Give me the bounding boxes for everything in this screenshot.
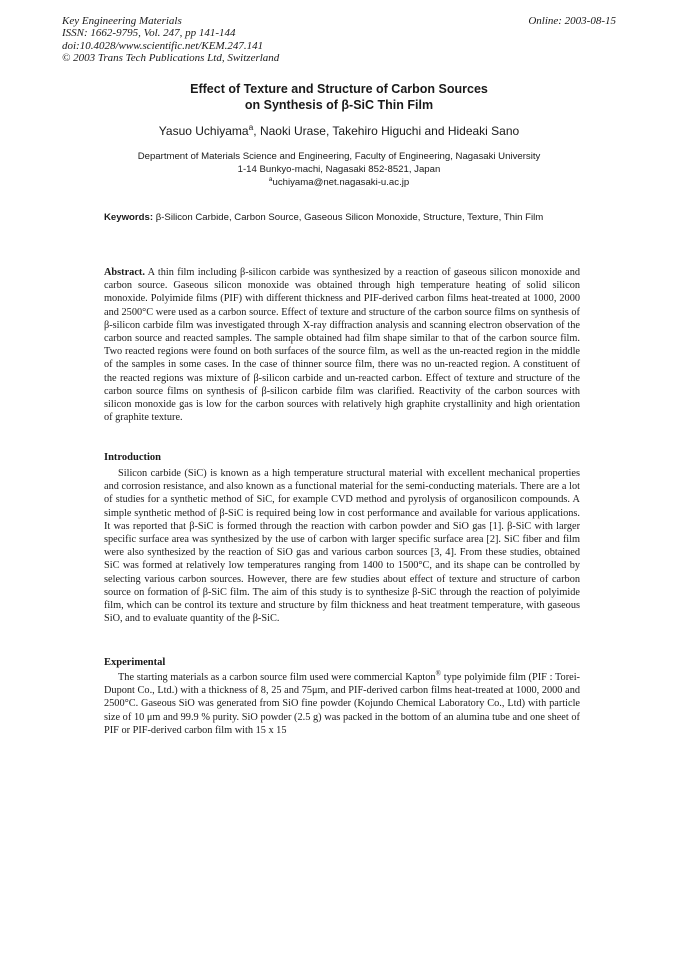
author-email[interactable]: uchiyama@net.nagasaki-u.ac.jp: [272, 177, 410, 188]
title-line-1: Effect of Texture and Structure of Carbon Sources: [190, 82, 488, 96]
keywords: [104, 212, 584, 224]
abstract-text: A thin film including β-silicon carbide was synthesized by a reaction of gaseous silicon monoxide and carbon source. Gaseous silicon monoxide was obtained through high temperature heating of solid silicon monoxide. Polyimide films (PIF) with different thickness and PIF-derived carbon films heat-treated at 1000, 2000 and 2500°C were used as a carbon source. Effect of texture and structure of the carbon source films on synthesis of β-silicon carbide film was investigated through X-ray diffraction analysis and scanning electron observation of the carbon source and reacted samples. The sample obtained had film shape similar to that of the carbon source film. Two reacted regions were found on both surfaces of the source film, as well as the un-reacted region in the middle of the samples in some cases. In the case of thinner source film, there was no un-reacted region. A constituent of the reacted regions was mixture of β-silicon carbide and un-reacted carbon. Effect of texture and structure of the carbon source films on synthesis of β-silicon carbide film was clarified. Reactivity of the carbon sources with silicon monoxide gas is low for the carbon sources with relatively high graphite crystallinity and high orientation of graphite texture.: [104, 267, 580, 424]
paper-title: [100, 82, 578, 113]
affiliation-email-line: [80, 176, 598, 189]
abstract-label: Abstract.: [104, 267, 145, 278]
section-heading-experimental: Experimental: [104, 657, 166, 668]
author-rest: , Naoki Urase, Takehiro Higuchi and Hideaki Sano: [253, 124, 520, 138]
affiliation: [80, 150, 598, 189]
journal-header: [62, 15, 279, 64]
keywords-text: β-Silicon Carbide, Carbon Source, Gaseous Silicon Monoxide, Structure, Texture, Thin Film: [153, 212, 544, 223]
journal-name: Key Engineering Materials: [62, 15, 182, 27]
author-first: Yasuo Uchiyama: [158, 124, 249, 138]
affiliation-address: 1-14 Bunkyo-machi, Nagasaki 852-8521, Japan: [237, 164, 441, 175]
journal-copyright: © 2003 Trans Tech Publications Ltd, Switzerland: [62, 51, 280, 64]
keywords-label: Keywords:: [104, 212, 154, 223]
experimental-paragraph: [104, 671, 580, 737]
affiliation-dept: Department of Materials Science and Engineering, Faculty of Engineering, Nagasaki University: [137, 151, 541, 162]
email-mark: a: [268, 175, 273, 183]
journal-doi[interactable]: doi:10.4028/www.scientific.net/KEM.247.141: [62, 39, 264, 52]
experimental-text-b: type polyimide film (PIF : Torei-Dupont Co., Ltd.) with a thickness of 8, 25 and 75μm, and PIF-derived carbon films heat-treated at 1000, 2000 and 2500°C. Gaseous SiO was generated from SiO fine powder (Kojundo Chemical Laboratory Co., Ltd) with particle size of 10 μm and 99.9 % purity. SiO powder (2.5 g) was packed in the bottom of an alumina tube and one sheet of PIF or PIF-derived carbon film with 15 x 15: [104, 672, 580, 736]
experimental-text-a: The starting materials as a carbon source film used were commercial Kapton: [118, 672, 436, 683]
online-date: Online: 2003-08-15: [528, 15, 616, 27]
section-heading-introduction: Introduction: [104, 452, 161, 463]
title-line-2: on Synthesis of β-SiC Thin Film: [244, 97, 434, 112]
introduction-paragraph: Silicon carbide (SiC) is known as a high temperature structural material with excellent mechanical properties and corrosion resistance, and also known as a functional material for the semi-conducting materials. There are a lot of studies for a synthetic method of SiC, for example CVD method and pyrolysis of organosilicon compounds. A simple synthetic method of β-SiC is required being low in cost performance and available for various applications. It was reported that β-SiC is formed through the reaction with carbon powder and SiO gas [1]. β-SiC with larger specific surface area was synthesized by the use of carbon with larger specific surface area [2]. SiC fiber and film were also synthesized by the reaction of SiO gas and various carbon sources [3, 4]. From these studies, obtained SiC was formed at relatively low temperatures ranging from 1400 to 1500°C, and its shape can be controlled by selecting various carbon sources. However, there are few studies about effect of texture and structure of carbon source on formation of β-SiC film. The aim of this study is to synthesize β-SiC through the reaction of polyimide film, which can be control its texture and structure by film thickness and heat treatment temperature, with gaseous SiO, and to evaluate quantity of the β-SiC.: [104, 468, 580, 625]
author-list: [90, 124, 588, 138]
registered-mark: ®: [435, 669, 442, 678]
author-affil-mark: a: [248, 122, 254, 132]
abstract: [104, 266, 580, 424]
journal-issn: ISSN: 1662-9795, Vol. 247, pp 141-144: [62, 27, 236, 40]
